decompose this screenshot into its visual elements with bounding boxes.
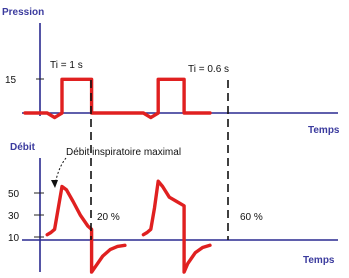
- flow-time-label: Temps: [303, 255, 335, 266]
- pressure-axis-label: Pression: [2, 7, 45, 18]
- flow-panel: [8, 142, 338, 272]
- peak-flow-arrow-head: [51, 180, 58, 188]
- ti-06s-annotation: Ti = 0.6 s: [188, 64, 230, 75]
- pct-20-annotation: 20 %: [97, 212, 120, 223]
- pressure-panel: [2, 7, 340, 136]
- flow-curve-1: [47, 187, 125, 273]
- ti-1s-annotation: Ti = 1 s: [50, 60, 83, 71]
- pct-60-annotation: 60 %: [240, 212, 263, 223]
- flow-tick-label-30: 30: [8, 211, 20, 222]
- flow-axis-label: Débit: [10, 142, 35, 153]
- flow-curve-2: [143, 181, 210, 272]
- pressure-tick-label: 15: [5, 75, 17, 86]
- flow-tick-label-10: 10: [8, 233, 20, 244]
- pressure-time-label: Temps: [308, 125, 340, 136]
- flow-tick-label-50: 50: [8, 189, 20, 200]
- peak-flow-annotation: Débit inspiratoire maximal: [66, 147, 182, 158]
- pressure-curve: [25, 79, 210, 117]
